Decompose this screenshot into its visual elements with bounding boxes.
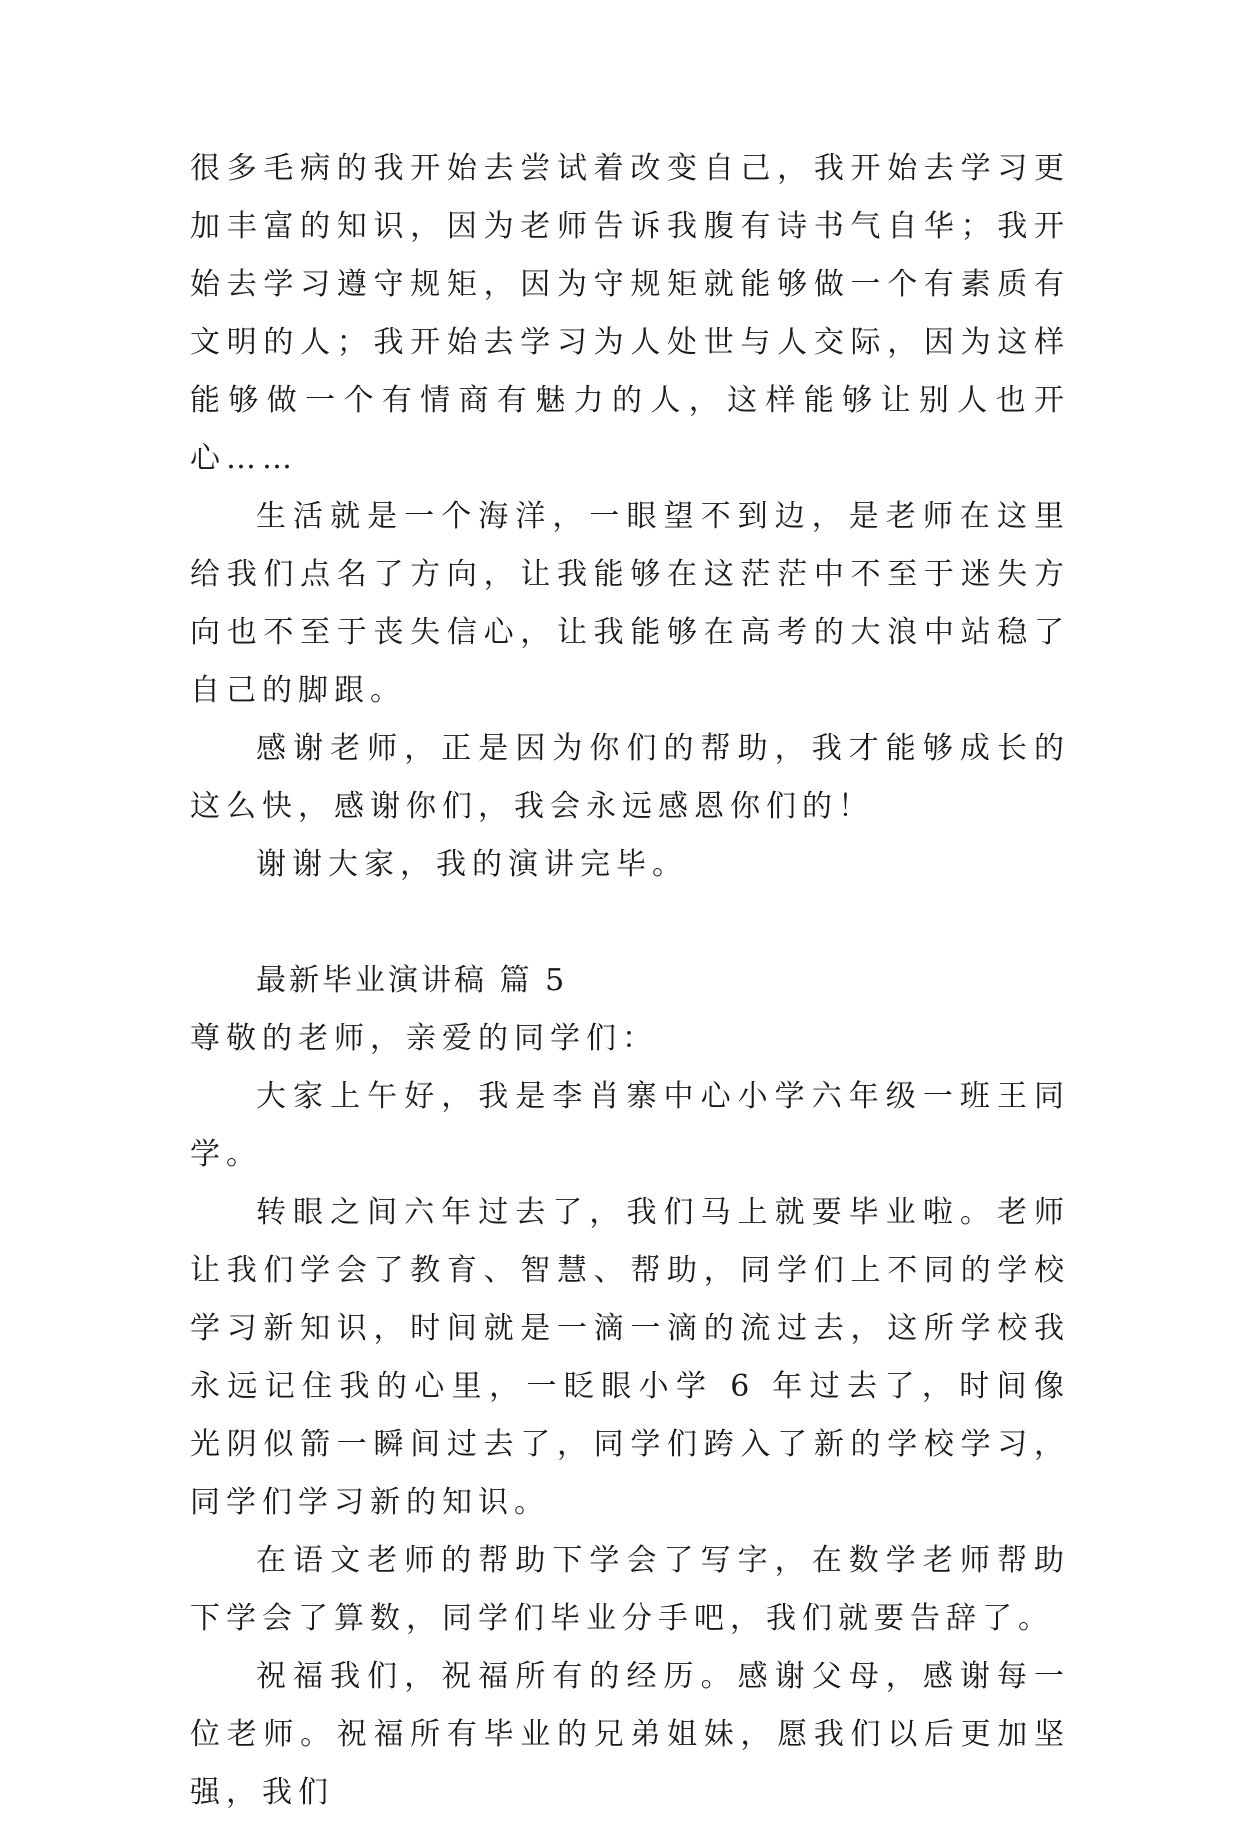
paragraph: 大家上午好，我是李肖寨中心小学六年级一班王同学。 [190,1079,1070,1172]
paragraph: 生活就是一个海洋，一眼望不到边，是老师在这里给我们点名了方向，让我能够在这茫茫中不至于迷失方向也不至于丧失信心，让我能够在高考的大浪中站稳了自己的脚跟。 [190,499,1070,708]
document-body [190,140,1070,1822]
section-heading: 最新毕业演讲稿 篇 5 [256,963,568,998]
paragraph: 谢谢大家，我的演讲完毕。 [256,847,688,882]
salutation: 尊敬的老师，亲爱的同学们： [190,1021,658,1056]
paragraph: 感谢老师，正是因为你们的帮助，我才能够成长的这么快，感谢你们，我会永远感恩你们的！ [190,731,1070,824]
paragraph: 在语文老师的帮助下学会了写字，在数学老师帮助下学会了算数，同学们毕业分手吧，我们就要告辞了。 [190,1543,1070,1636]
paragraph: 祝福我们，祝福所有的经历。感谢父母，感谢每一位老师。祝福所有毕业的兄弟姐妹，愿我们以后更加坚强，我们 [190,1659,1070,1810]
section-spacer [190,894,1070,952]
paragraph: 很多毛病的我开始去尝试着改变自己，我开始去学习更加丰富的知识，因为老师告诉我腹有诗书气自华；我开始去学习遵守规矩，因为守规矩就能够做一个有素质有文明的人；我开始去学习为人处世与人交际，因为这样能够做一个有情商有魅力的人，这样能够让别人也开心…… [190,151,1070,476]
paragraph: 转眼之间六年过去了，我们马上就要毕业啦。老师让我们学会了教育、智慧、帮助，同学们上不同的学校学习新知识，时间就是一滴一滴的流过去，这所学校我永远记住我的心里，一眨眼小学 6 年过去了，时间像光阴似箭一瞬间过去了，同学们跨入了新的学校学习，同学们学习新的知识。 [190,1195,1070,1520]
